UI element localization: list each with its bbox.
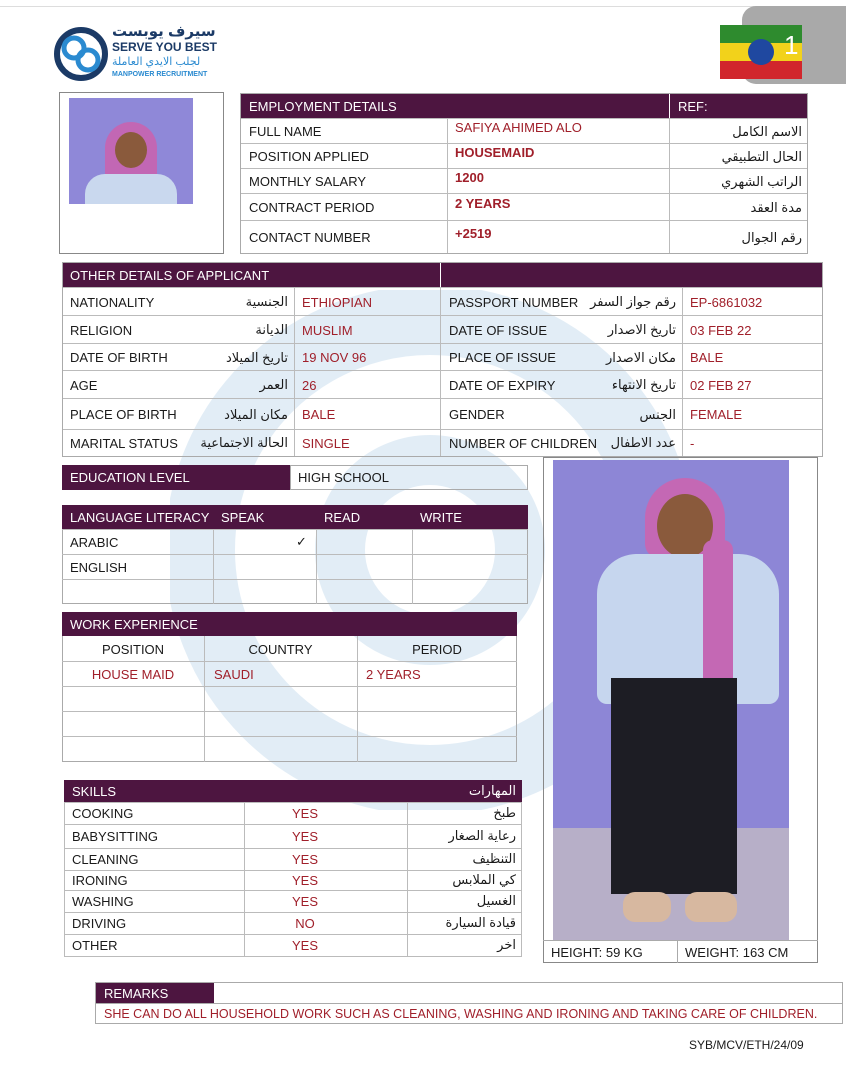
detail-label-arabic: مكان الميلاد xyxy=(224,406,288,422)
applicant-photo-full xyxy=(553,460,789,940)
detail-label-arabic: تاريخ الاصدار xyxy=(607,322,676,337)
language-column-header: SPEAK xyxy=(221,509,265,525)
work-header-label: WORK EXPERIENCE xyxy=(70,616,198,632)
ref-label: REF: xyxy=(678,98,708,114)
detail-value: MUSLIM xyxy=(302,322,353,338)
weight-label: WEIGHT: 163 CM xyxy=(685,944,789,960)
detail-value: BALE xyxy=(302,407,336,422)
detail-label-arabic: الجنس xyxy=(639,406,676,422)
employment-label: POSITION APPLIED xyxy=(249,149,369,164)
employment-label-arabic: رقم الجوال xyxy=(741,229,802,245)
company-logo xyxy=(54,22,224,86)
detail-label-arabic: الديانة xyxy=(255,322,288,337)
skill-value: YES xyxy=(291,805,318,821)
skill-name-arabic: رعاية الصغار xyxy=(448,828,516,843)
skill-name: BABYSITTING xyxy=(72,828,158,844)
detail-label: AGE xyxy=(70,377,98,393)
other-details-header-label: OTHER DETAILS OF APPLICANT xyxy=(70,267,270,283)
skills-header-arabic: المهارات xyxy=(468,783,516,798)
skill-name: DRIVING xyxy=(72,915,127,931)
skill-name: COOKING xyxy=(72,805,134,821)
detail-value: 19 NOV 96 xyxy=(302,350,367,365)
employment-label: CONTRACT PERIOD xyxy=(249,200,375,215)
employment-label: FULL NAME xyxy=(249,124,322,139)
work-column-header: POSITION xyxy=(101,641,165,657)
detail-label: NUMBER OF CHILDREN xyxy=(449,435,598,451)
employment-value: +2519 xyxy=(455,226,492,241)
detail-value: BALE xyxy=(690,350,724,365)
detail-value: 03 FEB 22 xyxy=(690,322,752,338)
skill-value: NO xyxy=(295,915,315,931)
page-number: 1 xyxy=(784,30,799,60)
skill-name-arabic: كي الملابس xyxy=(452,872,516,887)
detail-label: GENDER xyxy=(449,407,505,422)
detail-value: FEMALE xyxy=(690,407,743,422)
skill-name-arabic: طبخ xyxy=(493,805,516,820)
detail-value: EP-6861032 xyxy=(690,294,763,310)
detail-label-arabic: عدد الاطفال xyxy=(610,435,676,450)
applicant-photo-small xyxy=(69,98,193,204)
detail-label-arabic: العمر xyxy=(259,377,288,392)
detail-label-arabic: رقم جواز السفر xyxy=(590,294,676,309)
work-period: 2 YEARS xyxy=(366,666,421,682)
logo-arabic: سيرف يوبست xyxy=(112,23,216,40)
detail-label-arabic: تاريخ الميلاد xyxy=(225,349,288,365)
employment-label-arabic: الاسم الكامل xyxy=(732,123,802,139)
employment-label: CONTACT NUMBER xyxy=(249,230,371,245)
employment-label-arabic: الراتب الشهري xyxy=(721,173,802,189)
height-label: HEIGHT: 59 KG xyxy=(551,944,643,960)
skill-name-arabic: قيادة السيارة xyxy=(445,915,516,930)
language-column-header: READ xyxy=(324,509,361,525)
flag-emblem-icon xyxy=(748,39,774,65)
skill-name: OTHER xyxy=(72,937,118,953)
language-column-header: WRITE xyxy=(420,509,462,525)
education-label: EDUCATION LEVEL xyxy=(70,470,190,485)
detail-label: MARITAL STATUS xyxy=(70,435,178,451)
detail-label: PLACE OF ISSUE xyxy=(449,350,556,365)
work-position: HOUSE MAID xyxy=(91,666,175,682)
detail-label: RELIGION xyxy=(70,322,133,338)
detail-value: - xyxy=(690,435,695,451)
detail-label-arabic: الجنسية xyxy=(245,294,288,309)
detail-label: DATE OF ISSUE xyxy=(449,322,547,338)
detail-label: PASSPORT NUMBER xyxy=(449,294,579,310)
employment-header-label: EMPLOYMENT DETAILS xyxy=(249,98,397,114)
skill-name: IRONING xyxy=(72,872,128,888)
employment-value: 2 YEARS xyxy=(455,196,511,211)
employment-label-arabic: الحال التطبيقي xyxy=(721,148,802,164)
detail-label: DATE OF BIRTH xyxy=(70,350,168,365)
language-speak-check: ✓ xyxy=(296,534,307,549)
skill-name-arabic: التنظيف xyxy=(472,851,516,866)
work-country: SAUDI xyxy=(214,666,254,682)
skill-name: WASHING xyxy=(72,893,134,909)
language-column-header: LANGUAGE LITERACY xyxy=(70,509,210,525)
skill-value: YES xyxy=(291,851,318,867)
detail-label-arabic: تاريخ الانتهاء xyxy=(611,377,676,392)
detail-label-arabic: الحالة الاجتماعية xyxy=(200,435,288,450)
skill-value: YES xyxy=(291,828,318,844)
skills-header-label: SKILLS xyxy=(72,783,117,799)
detail-value: SINGLE xyxy=(302,435,350,451)
detail-value: ETHIOPIAN xyxy=(302,294,373,310)
logo-emblem-icon xyxy=(54,24,108,84)
skill-value: YES xyxy=(291,872,318,888)
employment-label: MONTHLY SALARY xyxy=(249,174,367,189)
detail-label: DATE OF EXPIRY xyxy=(449,377,556,393)
remarks-text: SHE CAN DO ALL HOUSEHOLD WORK SUCH AS CLEANING, WASHING AND IRONING AND TAKING CARE OF CHILDREN. xyxy=(104,1006,818,1021)
employment-value: SAFIYA AHIMED ALO xyxy=(455,120,582,135)
language-name: ENGLISH xyxy=(70,559,128,575)
detail-value: 02 FEB 27 xyxy=(690,377,752,393)
education-value: HIGH SCHOOL xyxy=(298,470,390,485)
work-column-header: PERIOD xyxy=(412,641,462,657)
logo-sub-arabic: لجلب الايدي العاملة xyxy=(112,56,201,68)
language-name: ARABIC xyxy=(70,534,119,550)
skill-name-arabic: الغسيل xyxy=(476,893,516,908)
document-code: SYB/MCV/ETH/24/09 xyxy=(689,1038,804,1052)
skill-name: CLEANING xyxy=(72,851,139,867)
remarks-header-label: REMARKS xyxy=(104,985,169,1001)
employment-value: HOUSEMAID xyxy=(455,145,535,160)
logo-english: SERVE YOU BEST xyxy=(112,40,217,54)
detail-value: 26 xyxy=(302,377,317,393)
employment-value: 1200 xyxy=(455,170,484,185)
work-column-header: COUNTRY xyxy=(248,641,313,657)
detail-label: PLACE OF BIRTH xyxy=(70,407,177,422)
skill-value: YES xyxy=(291,893,318,909)
logo-sub-english: MANPOWER RECRUITMENT xyxy=(112,71,208,78)
detail-label: NATIONALITY xyxy=(70,294,155,310)
skill-value: YES xyxy=(291,937,318,953)
skill-name-arabic: اخر xyxy=(497,937,516,952)
employment-label-arabic: مدة العقد xyxy=(750,199,802,215)
detail-label-arabic: مكان الاصدار xyxy=(605,349,676,365)
